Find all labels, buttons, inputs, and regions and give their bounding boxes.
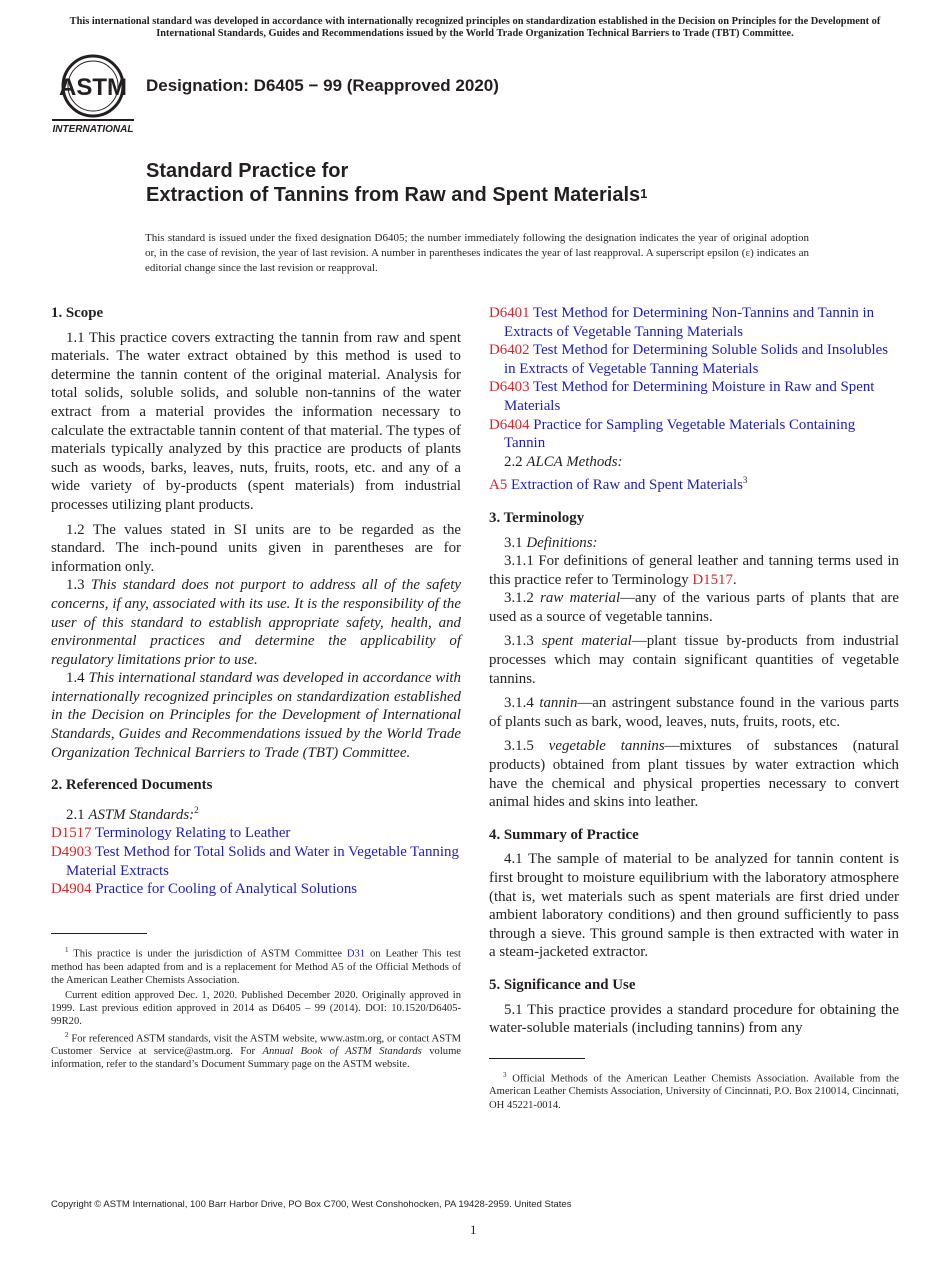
ref-item[interactable]: D6403 Test Method for Determining Moisture in Raw and Spent Materials [489,379,875,414]
significance-heading: 5. Significance and Use [489,976,636,993]
terminology-link-d1517[interactable]: D1517 [692,571,733,588]
title-footnote-mark: 1 [640,185,648,201]
footnote-rule [51,933,147,934]
significance-para-1: 5.1 This practice provides a standard procedure for obtaining the water-soluble materials (including tannins) from any [489,1001,899,1037]
summary-para-1: 4.1 The sample of material to be analyzed for tannin content is first brought to moisture equilibrium with the laboratory atmosphere (that is, wet materials such as spent materials are first dried under ambient laboratory conditions) and then ground sufficiently to pass through a sieve. This ground sample is then extracted with water in a steam-jacketed extractor. [489,851,899,961]
copyright-line: Copyright © ASTM International, 100 Barr Harbor Drive, PO Box C700, West Conshohocken, PA 19428-2959. United States [51,1199,572,1210]
footnote-1-edition: Current edition approved Dec. 1, 2020. Published December 2020. Originally approved in 1999. Last previous edition approved in 2014 as D6405 – 99 (2014). DOI: 10.1520/D6405-99R20. [51,989,461,1028]
scope-para-2: 1.2 The values stated in SI units are to be regarded as the standard. The inch-pound units given in parentheses are for information only. [51,521,461,575]
scope-heading: 1. Scope [51,305,104,321]
scope-para-4: 1.4 This international standard was developed in accordance with internationally recognized principles on standardization established in the Decision on Principles for the Development of International Standards, Guides and Recommendations issued by the World Trade Organization Technical Barriers to Trade (TBT) Committee. [51,670,461,761]
terminology-heading: 3. Terminology [489,509,585,526]
footnote-rule [489,1058,585,1059]
footnote-1: $^1$ This practice is under the jurisdiction of ASTM Committee D31 on Leather This test method has been adapted from and is a replacement for Method A5 of the Official Methods of the American Leather Chemists Association. [51,945,461,986]
ref-item[interactable]: D1517 Terminology Relating to Leather [51,825,291,842]
page-number: 1 [470,1222,477,1237]
logo-letters: ASTM [59,74,127,101]
ref-item[interactable]: D6402 Test Method for Determining Soluble Solids and Insolubles in Extracts of Vegetable Tanning Materials [489,342,889,377]
right-column [489,304,899,1112]
ref-item[interactable]: D4904 Practice for Cooling of Analytical Solutions [51,881,358,898]
footnote-link-d31[interactable]: D31 [346,948,366,960]
term-3-1-1: 3.1.1 For definitions of general leather and tanning terms used in this practice refer to Terminology D1517. [489,553,899,588]
ref-item[interactable]: A5 Extraction of Raw and Spent Materials$^3$ [489,475,748,494]
term-3-1-2: 3.1.2 raw material—any of the various parts of plants that are used as a source of vegetable tannins. [489,590,899,625]
designation: Designation: D6405 − 99 (Reapproved 2020) [146,76,499,95]
document-title [146,160,647,207]
term-3-1-3: 3.1.3 spent material—plant tissue by-products from industrial processes which may contain significant quantities of vegetable tannins. [489,633,899,687]
title-line-2: Extraction of Tannins from Raw and Spent Materials$^1$ [146,183,648,206]
scope-para-1: 1.1 This practice covers extracting the tannin from raw and spent materials. The water extract obtained by this method is used to determine the tannin content of the original material. Analysis for total solids, soluble solids, and soluble non-tannins of the water extract from a material provides the information necessary to calculate the extractable tannin content of that material. The types of materials typically analyzed by this practice are products of plants such as woods, barks, leaves, nuts, fruits, roots, etc. and any of a wide variety of by-products (spent materials) from industrial processes utilizing plant products. [51,329,461,513]
astm-standards-label: 2.1 ASTM Standards:$^2$ [66,804,199,823]
term-3-1-5: 3.1.5 vegetable tannins—mixtures of substances (natural products) obtained from plant tissues by water extraction which have the chemical and physical properties necessary to convert animal hides and skins into leather. [489,738,899,811]
scope-para-3: 1.3 This standard does not purport to address all of the safety concerns, if any, associated with its use. It is the responsibility of the user of this standard to establish appropriate safety, health, and environmental practices and determine the applicability of regulatory limitations prior to use. [51,577,461,668]
left-column [51,304,461,1072]
summary-heading: 4. Summary of Practice [489,826,639,843]
ref-item[interactable]: D4903 Test Method for Total Solids and Water in Vegetable Tanning Material Extracts [51,844,459,879]
standard-note: This standard is issued under the fixed designation D6405; the number immediately following the designation indicates the year of original adoption or, in the case of revision, the year of last revision. A number in parentheses indicates the year of last reapproval. A superscript epsilon (ε) indicates an editorial change since the last revision or reapproval. [145,232,809,274]
ref-item[interactable]: D6404 Practice for Sampling Vegetable Materials Containing Tannin [489,416,856,452]
footnotes-left [51,944,461,1072]
term-3-1-4: 3.1.4 tannin—an astringent substance found in the various parts of plants such as bark, wood, leaves, nuts, fruits, roots, etc. [489,695,899,730]
referenced-documents-heading: 2. Referenced Documents [51,777,213,794]
ref-item[interactable]: D6401 Test Method for Determining Non-Tannins and Tannin in Extracts of Vegetable Tanning Materials [489,305,875,340]
astm-logo [50,52,136,134]
alca-methods-label: 2.2 ALCA Methods: [504,453,623,470]
footnote-2: $^2$ For referenced ASTM standards, visit the ASTM website, www.astm.org, or contact ASTM Customer Service at service@astm.org. For Annual Book of ASTM Standards volume information, refer to the standard’s Document Summary page on the ASTM website. [51,1030,462,1071]
footnotes-right [489,1069,899,1112]
definitions-label: 3.1 Definitions: [504,534,598,551]
title-line-1: Standard Practice for [146,160,349,182]
header-notice: This international standard was developed in accordance with internationally recognized principles on standardization established in the Decision on Principles for the Development of International Standards, Guides and Recommendations issued by the World Trade Organization Technical Barriers to Trade (TBT) Committee. [69,16,881,40]
logo-caption: INTERNATIONAL [52,124,134,134]
footnote-3: $^3$ Official Methods of the American Leather Chemists Association. Available from the American Leather Chemists Association, University of Cincinnati, P.O. Box 210014, Cincinnati, OH 45221-0014. [489,1070,899,1111]
